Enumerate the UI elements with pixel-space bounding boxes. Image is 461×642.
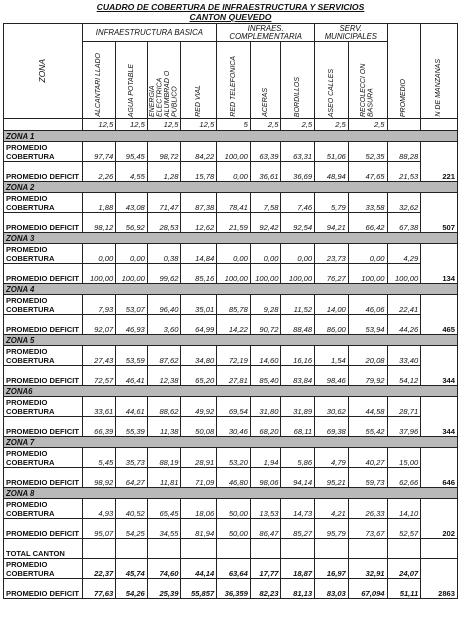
empty-cell <box>348 539 387 559</box>
row-label: PROMEDIO COBERTURA <box>4 244 83 264</box>
weight-cell: 2,5 <box>315 119 349 131</box>
manzanas-cell: 646 <box>421 448 458 488</box>
value-cell: 44,14 <box>181 559 217 579</box>
value-cell: 85,78 <box>217 295 251 315</box>
value-cell: 11,52 <box>281 295 315 315</box>
value-cell: 100,00 <box>348 264 387 284</box>
value-cell: 50,08 <box>181 417 217 437</box>
value-cell: 15,00 <box>387 448 421 468</box>
value-cell: 14,00 <box>315 295 349 315</box>
value-cell: 97,74 <box>82 142 116 162</box>
value-cell: 22,41 <box>387 295 421 315</box>
value-cell: 67,38 <box>387 213 421 233</box>
value-cell: 32,91 <box>348 559 387 579</box>
value-cell: 26,33 <box>348 499 387 519</box>
zone-header-row <box>4 386 458 397</box>
value-cell: 87,38 <box>181 193 217 213</box>
table-row <box>4 315 458 335</box>
value-cell: 92,54 <box>281 213 315 233</box>
value-cell: 96,40 <box>147 295 181 315</box>
value-cell: 4,93 <box>82 499 116 519</box>
value-cell: 95,79 <box>315 519 349 539</box>
value-cell: 69,54 <box>217 397 251 417</box>
row-label: PROMEDIO DEFICIT <box>4 162 83 182</box>
value-cell: 14,22 <box>217 315 251 335</box>
value-cell: 72,19 <box>217 346 251 366</box>
column-header: AGUA POTABLE <box>116 42 148 119</box>
value-cell: 63,31 <box>281 142 315 162</box>
value-cell: 4,55 <box>116 162 148 182</box>
value-cell: 14,73 <box>281 499 315 519</box>
row-label: PROMEDIO COBERTURA <box>4 193 83 213</box>
value-cell: 4,29 <box>387 244 421 264</box>
empty-cell <box>82 539 116 559</box>
value-cell: 98,72 <box>147 142 181 162</box>
row-label: PROMEDIO COBERTURA <box>4 448 83 468</box>
value-cell: 44,26 <box>387 315 421 335</box>
value-cell: 54,12 <box>387 366 421 386</box>
value-cell: 46,41 <box>116 366 148 386</box>
row-label: PROMEDIO DEFICIT <box>4 315 83 335</box>
table-row <box>4 142 458 162</box>
value-cell: 32,62 <box>387 193 421 213</box>
value-cell: 54,25 <box>116 519 148 539</box>
value-cell: 66,39 <box>82 417 116 437</box>
value-cell: 86,47 <box>250 519 281 539</box>
column-header: ASEO CALLES <box>315 42 349 119</box>
zone-header-row <box>4 233 458 244</box>
value-cell: 13,53 <box>250 499 281 519</box>
row-label: PROMEDIO DEFICIT <box>4 417 83 437</box>
value-cell: 43,08 <box>116 193 148 213</box>
infra-complementaria-header: INFRAES. COMPLEMENTARIA <box>217 24 315 42</box>
value-cell: 83,84 <box>281 366 315 386</box>
zone-header-row <box>4 488 458 499</box>
zone-name: ZONA 2 <box>4 182 458 193</box>
value-cell: 100,00 <box>250 264 281 284</box>
value-cell: 56,92 <box>116 213 148 233</box>
value-cell: 1,54 <box>315 346 349 366</box>
table-row <box>4 264 458 284</box>
table-row <box>4 559 458 579</box>
manzanas-cell: 465 <box>421 295 458 335</box>
value-cell: 100,00 <box>281 264 315 284</box>
zona-header: ZONA <box>4 24 83 119</box>
value-cell: 53,20 <box>217 448 251 468</box>
value-cell: 94,14 <box>281 468 315 488</box>
value-cell: 33,58 <box>348 193 387 213</box>
document-subtitle: CANTON QUEVEDO <box>189 12 272 22</box>
value-cell: 99,62 <box>147 264 181 284</box>
value-cell: 78,41 <box>217 193 251 213</box>
row-label: PROMEDIO COBERTURA <box>4 142 83 162</box>
value-cell: 73,67 <box>348 519 387 539</box>
value-cell: 85,16 <box>181 264 217 284</box>
value-cell: 49,92 <box>181 397 217 417</box>
row-label: PROMEDIO COBERTURA <box>4 346 83 366</box>
manzanas-cell: 202 <box>421 499 458 539</box>
weight-cell: 2,5 <box>250 119 281 131</box>
zone-name: ZONA 7 <box>4 437 458 448</box>
value-cell: 98,46 <box>315 366 349 386</box>
value-cell: 65,45 <box>147 499 181 519</box>
weight-empty-cell <box>387 119 421 131</box>
table-row <box>4 244 458 264</box>
table-row <box>4 499 458 519</box>
manzanas-cell: 344 <box>421 346 458 386</box>
value-cell: 45,74 <box>116 559 148 579</box>
value-cell: 15,78 <box>181 162 217 182</box>
value-cell: 69,38 <box>315 417 349 437</box>
column-header: RED TELEFONICA <box>217 42 251 119</box>
value-cell: 79,92 <box>348 366 387 386</box>
value-cell: 92,42 <box>250 213 281 233</box>
value-cell: 3,60 <box>147 315 181 335</box>
table-row <box>4 448 458 468</box>
weight-cell: 2,5 <box>281 119 315 131</box>
value-cell: 74,60 <box>147 559 181 579</box>
value-cell: 66,42 <box>348 213 387 233</box>
empty-cell <box>387 539 421 559</box>
value-cell: 0,00 <box>116 244 148 264</box>
value-cell: 44,58 <box>348 397 387 417</box>
value-cell: 18,06 <box>181 499 217 519</box>
value-cell: 92,07 <box>82 315 116 335</box>
zone-name: ZONA6 <box>4 386 458 397</box>
value-cell: 86,00 <box>315 315 349 335</box>
servicios-municipales-header: SERV. MUNICIPALES <box>315 24 387 42</box>
empty-cell <box>147 539 181 559</box>
table-row <box>4 397 458 417</box>
manzanas-cell: 507 <box>421 193 458 233</box>
value-cell: 46,06 <box>348 295 387 315</box>
value-cell: 12,38 <box>147 366 181 386</box>
value-cell: 64,99 <box>181 315 217 335</box>
value-cell: 52,35 <box>348 142 387 162</box>
value-cell: 47,65 <box>348 162 387 182</box>
value-cell: 68,11 <box>281 417 315 437</box>
value-cell: 100,00 <box>217 264 251 284</box>
empty-cell <box>421 539 458 559</box>
value-cell: 12,62 <box>181 213 217 233</box>
value-cell: 53,07 <box>116 295 148 315</box>
table-row <box>4 468 458 488</box>
value-cell: 36,61 <box>250 162 281 182</box>
value-cell: 34,80 <box>181 346 217 366</box>
table-row <box>4 579 458 599</box>
value-cell: 20,08 <box>348 346 387 366</box>
value-cell: 28,91 <box>181 448 217 468</box>
table-row <box>4 519 458 539</box>
value-cell: 81,13 <box>281 579 315 599</box>
value-cell: 36,69 <box>281 162 315 182</box>
zone-header-row <box>4 437 458 448</box>
value-cell: 21,53 <box>387 162 421 182</box>
manzanas-cell: 134 <box>421 244 458 284</box>
value-cell: 11,81 <box>147 468 181 488</box>
value-cell: 25,39 <box>147 579 181 599</box>
value-cell: 65,20 <box>181 366 217 386</box>
total-label: TOTAL CANTON <box>4 539 83 559</box>
row-label: PROMEDIO DEFICIT <box>4 519 83 539</box>
value-cell: 84,22 <box>181 142 217 162</box>
value-cell: 54,26 <box>116 579 148 599</box>
value-cell: 98,92 <box>82 468 116 488</box>
value-cell: 0,00 <box>250 244 281 264</box>
value-cell: 27,81 <box>217 366 251 386</box>
manzanas-cell: 2863 <box>421 559 458 599</box>
value-cell: 0,00 <box>348 244 387 264</box>
column-header: RED VIAL <box>181 42 217 119</box>
value-cell: 51,06 <box>315 142 349 162</box>
row-label: PROMEDIO DEFICIT <box>4 579 83 599</box>
value-cell: 1,94 <box>250 448 281 468</box>
value-cell: 30,46 <box>217 417 251 437</box>
value-cell: 0,38 <box>147 244 181 264</box>
value-cell: 33,40 <box>387 346 421 366</box>
manzanas-header: N DE MANZANAS <box>421 24 458 119</box>
value-cell: 5,79 <box>315 193 349 213</box>
table-row <box>4 366 458 386</box>
value-cell: 76,27 <box>315 264 349 284</box>
value-cell: 55,857 <box>181 579 217 599</box>
document-title: CUADRO DE COBERTURA DE INFRAESTRUCTURA Y SERVICIOS <box>96 2 365 12</box>
value-cell: 17,77 <box>250 559 281 579</box>
total-header-row <box>4 539 458 559</box>
value-cell: 95,07 <box>82 519 116 539</box>
value-cell: 52,57 <box>387 519 421 539</box>
value-cell: 31,80 <box>250 397 281 417</box>
weight-cell: 12,5 <box>181 119 217 131</box>
table-row <box>4 162 458 182</box>
value-cell: 48,94 <box>315 162 349 182</box>
row-label: PROMEDIO COBERTURA <box>4 295 83 315</box>
value-cell: 2,26 <box>82 162 116 182</box>
value-cell: 95,21 <box>315 468 349 488</box>
row-label: PROMEDIO COBERTURA <box>4 397 83 417</box>
value-cell: 55,42 <box>348 417 387 437</box>
value-cell: 64,27 <box>116 468 148 488</box>
value-cell: 5,45 <box>82 448 116 468</box>
value-cell: 82,23 <box>250 579 281 599</box>
value-cell: 33,61 <box>82 397 116 417</box>
value-cell: 87,62 <box>147 346 181 366</box>
value-cell: 7,46 <box>281 193 315 213</box>
value-cell: 18,87 <box>281 559 315 579</box>
zone-header-row <box>4 284 458 295</box>
column-header: ALCANTARI LLADO <box>82 42 116 119</box>
value-cell: 0,00 <box>217 244 251 264</box>
empty-cell <box>217 539 251 559</box>
zone-header-row <box>4 335 458 346</box>
promedio-header: PROMEDIO <box>387 24 421 119</box>
value-cell: 62,66 <box>387 468 421 488</box>
value-cell: 40,27 <box>348 448 387 468</box>
row-label: PROMEDIO DEFICIT <box>4 264 83 284</box>
value-cell: 35,01 <box>181 295 217 315</box>
value-cell: 50,00 <box>217 499 251 519</box>
row-label: PROMEDIO DEFICIT <box>4 213 83 233</box>
value-cell: 100,00 <box>82 264 116 284</box>
value-cell: 7,58 <box>250 193 281 213</box>
column-header: BORDILLOS <box>281 42 315 119</box>
value-cell: 9,28 <box>250 295 281 315</box>
manzanas-cell: 221 <box>421 142 458 182</box>
empty-cell <box>281 539 315 559</box>
value-cell: 95,45 <box>116 142 148 162</box>
column-header: RECOLECCI ON BASURA <box>348 42 387 119</box>
zone-header-row <box>4 131 458 142</box>
weight-cell: 12,5 <box>82 119 116 131</box>
value-cell: 0,00 <box>281 244 315 264</box>
zone-name: ZONA 5 <box>4 335 458 346</box>
value-cell: 50,00 <box>217 519 251 539</box>
value-cell: 98,06 <box>250 468 281 488</box>
value-cell: 27,43 <box>82 346 116 366</box>
value-cell: 46,93 <box>116 315 148 335</box>
value-cell: 100,00 <box>217 142 251 162</box>
value-cell: 16,97 <box>315 559 349 579</box>
value-cell: 22,37 <box>82 559 116 579</box>
value-cell: 94,21 <box>315 213 349 233</box>
table-row <box>4 295 458 315</box>
zone-name: ZONA 3 <box>4 233 458 244</box>
table-row <box>4 346 458 366</box>
value-cell: 83,03 <box>315 579 349 599</box>
value-cell: 51,11 <box>387 579 421 599</box>
value-cell: 71,47 <box>147 193 181 213</box>
row-label: PROMEDIO COBERTURA <box>4 499 83 519</box>
value-cell: 14,60 <box>250 346 281 366</box>
zone-name: ZONA 8 <box>4 488 458 499</box>
value-cell: 63,39 <box>250 142 281 162</box>
value-cell: 72,57 <box>82 366 116 386</box>
value-cell: 4,79 <box>315 448 349 468</box>
value-cell: 31,89 <box>281 397 315 417</box>
weight-empty-cell <box>421 119 458 131</box>
value-cell: 30,62 <box>315 397 349 417</box>
zone-name: ZONA 1 <box>4 131 458 142</box>
weight-label-cell <box>4 119 83 131</box>
value-cell: 24,07 <box>387 559 421 579</box>
column-header: ENERGIA ELECTRICA ALUMBRAD O PUBLICO <box>147 42 181 119</box>
value-cell: 53,94 <box>348 315 387 335</box>
value-cell: 59,73 <box>348 468 387 488</box>
value-cell: 46,80 <box>217 468 251 488</box>
value-cell: 34,55 <box>147 519 181 539</box>
value-cell: 4,21 <box>315 499 349 519</box>
empty-cell <box>250 539 281 559</box>
value-cell: 28,71 <box>387 397 421 417</box>
value-cell: 100,00 <box>116 264 148 284</box>
value-cell: 14,10 <box>387 499 421 519</box>
manzanas-cell: 344 <box>421 397 458 437</box>
value-cell: 0,00 <box>217 162 251 182</box>
value-cell: 55,39 <box>116 417 148 437</box>
value-cell: 16,16 <box>281 346 315 366</box>
table-row <box>4 213 458 233</box>
row-label: PROMEDIO DEFICIT <box>4 366 83 386</box>
table-row <box>4 193 458 213</box>
empty-cell <box>315 539 349 559</box>
value-cell: 0,00 <box>82 244 116 264</box>
empty-cell <box>181 539 217 559</box>
value-cell: 90,72 <box>250 315 281 335</box>
value-cell: 40,52 <box>116 499 148 519</box>
value-cell: 85,27 <box>281 519 315 539</box>
value-cell: 28,53 <box>147 213 181 233</box>
value-cell: 37,96 <box>387 417 421 437</box>
value-cell: 11,38 <box>147 417 181 437</box>
value-cell: 88,62 <box>147 397 181 417</box>
value-cell: 67,094 <box>348 579 387 599</box>
zone-header-row <box>4 182 458 193</box>
infra-basica-header: INFRAESTRUCTURA BASICA <box>82 24 217 42</box>
value-cell: 77,63 <box>82 579 116 599</box>
value-cell: 53,59 <box>116 346 148 366</box>
zone-name: ZONA 4 <box>4 284 458 295</box>
row-label: PROMEDIO COBERTURA <box>4 559 83 579</box>
value-cell: 68,20 <box>250 417 281 437</box>
column-header: ACERAS <box>250 42 281 119</box>
value-cell: 23,73 <box>315 244 349 264</box>
table-row <box>4 417 458 437</box>
value-cell: 7,93 <box>82 295 116 315</box>
value-cell: 88,19 <box>147 448 181 468</box>
value-cell: 98,12 <box>82 213 116 233</box>
empty-cell <box>116 539 148 559</box>
value-cell: 21,59 <box>217 213 251 233</box>
weight-cell: 2,5 <box>348 119 387 131</box>
value-cell: 63,64 <box>217 559 251 579</box>
row-label: PROMEDIO DEFICIT <box>4 468 83 488</box>
value-cell: 1,88 <box>82 193 116 213</box>
coverage-table <box>3 23 458 599</box>
value-cell: 14,84 <box>181 244 217 264</box>
weight-cell: 12,5 <box>116 119 148 131</box>
value-cell: 44,61 <box>116 397 148 417</box>
weight-cell: 5 <box>217 119 251 131</box>
value-cell: 71,09 <box>181 468 217 488</box>
value-cell: 85,40 <box>250 366 281 386</box>
value-cell: 5,86 <box>281 448 315 468</box>
weight-cell: 12,5 <box>147 119 181 131</box>
document-page <box>3 2 458 599</box>
value-cell: 35,73 <box>116 448 148 468</box>
value-cell: 81,94 <box>181 519 217 539</box>
value-cell: 100,00 <box>387 264 421 284</box>
value-cell: 1,28 <box>147 162 181 182</box>
value-cell: 36,359 <box>217 579 251 599</box>
value-cell: 88,48 <box>281 315 315 335</box>
value-cell: 88,28 <box>387 142 421 162</box>
